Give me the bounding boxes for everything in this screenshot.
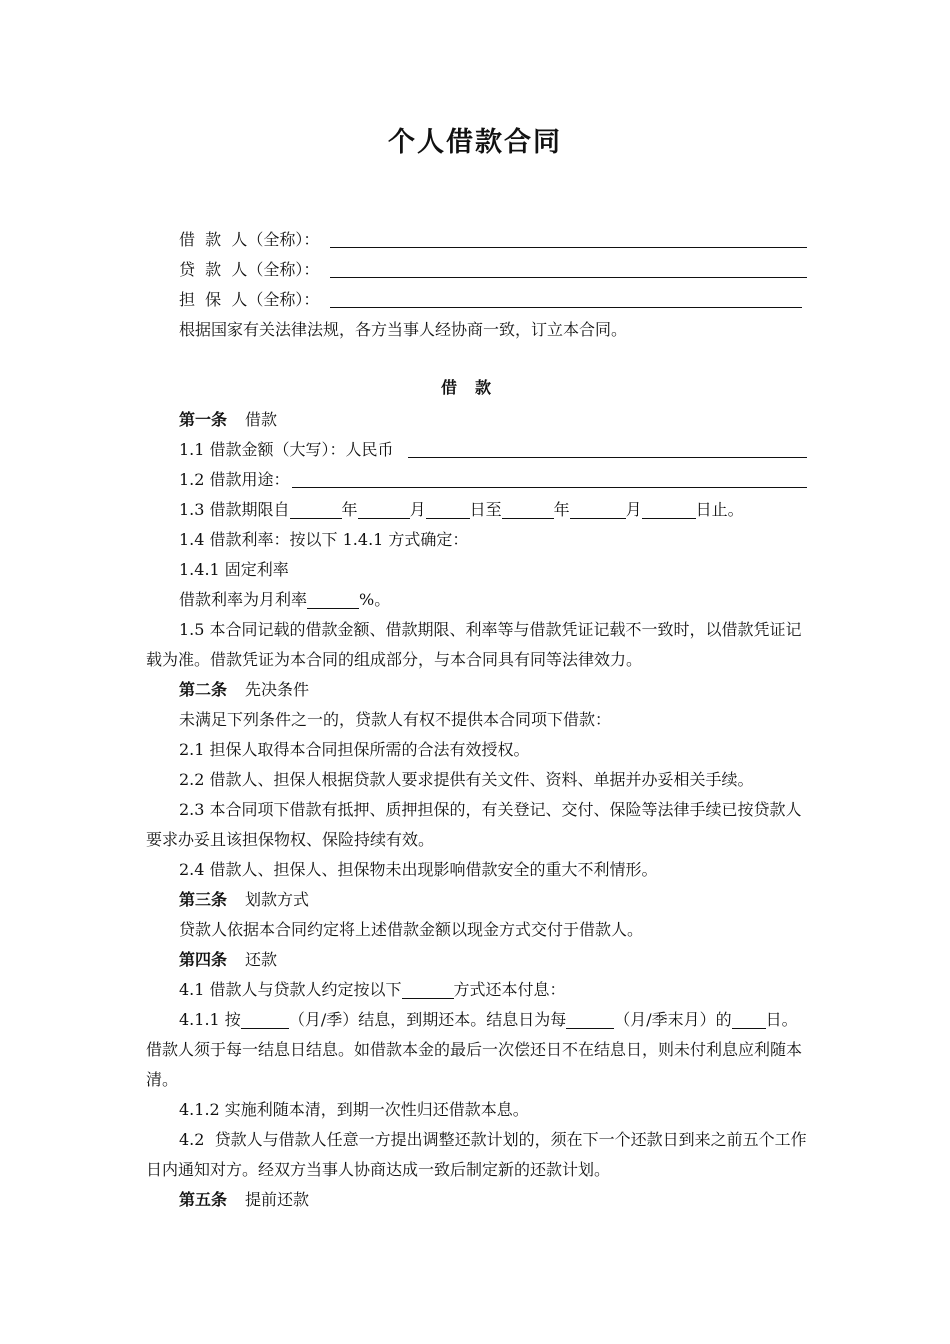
lender-line: [179, 255, 809, 285]
clause-4-1-1: [146, 1005, 809, 1095]
repayment-method-blank[interactable]: [402, 978, 454, 999]
article2-intro: 未满足下列条件之一的，贷款人有权不提供本合同项下借款：: [179, 710, 612, 729]
interest-day-blank[interactable]: [732, 1008, 766, 1029]
article3-title: 划款方式: [245, 890, 310, 909]
loan-amount-label: 1.1 借款金额（大写）：人民币: [179, 440, 394, 459]
clause-4-1-1-c: （月/季末月）的: [614, 1010, 732, 1029]
term-start-month-blank[interactable]: [358, 498, 410, 519]
term-start-label: 1.3 借款期限自: [179, 500, 290, 519]
loan-term-line: [179, 495, 809, 525]
article4-title: 还款: [245, 950, 278, 969]
preamble: 根据国家有关法律法规，各方当事人经协商一致，订立本合同。: [179, 320, 628, 339]
term-month-label: 月: [409, 500, 426, 519]
article1-heading: [179, 405, 809, 435]
rate-method: 1.4 借款利率：按以下 1.4.1 方式确定：: [179, 530, 469, 549]
article2-title: 先决条件: [245, 680, 310, 699]
article1-number: 第一条: [179, 410, 228, 429]
term-year-label: 年: [341, 500, 358, 519]
loan-amount-blank[interactable]: [408, 457, 807, 458]
clause-4-1-1-a: 4.1.1 按: [179, 1010, 241, 1029]
term-start-day-blank[interactable]: [426, 498, 470, 519]
term-end-year-blank[interactable]: [502, 498, 554, 519]
clause-2-3: 2.3 本合同项下借款有抵押、质押担保的，有关登记、交付、保险等法律手续已按贷款人要求办妥且该担保物权、保险持续有效。: [146, 800, 802, 849]
clause-4-1-suffix: 方式还本付息：: [453, 980, 566, 999]
article3-number: 第三条: [179, 890, 228, 909]
borrower-blank[interactable]: [330, 247, 807, 248]
borrower-label: 借 款 人（全称）：: [179, 230, 320, 249]
article1-title: 借款: [245, 410, 278, 429]
article5-title: 提前还款: [245, 1190, 310, 1209]
borrower-line: [179, 225, 809, 255]
section-heading: 借款: [440, 378, 509, 397]
clause-2-2: 2.2 借款人、担保人根据贷款人要求提供有关文件、资料、单据并办妥相关手续。: [179, 770, 754, 789]
article3-heading: [179, 885, 809, 915]
guarantor-label: 担 保 人（全称）：: [179, 290, 320, 309]
article2-number: 第二条: [179, 680, 228, 699]
term-month2-label: 月: [625, 500, 642, 519]
article5-heading: [179, 1185, 809, 1215]
loan-purpose-label: 1.2 借款用途：: [179, 470, 290, 489]
clause-4-1-1-d: 日。借款人须于每一结息日结息。如借款本金的最后一次偿还日不在结息日，则未付利息应利随本清。: [146, 1010, 803, 1089]
term-end-day-blank[interactable]: [642, 498, 696, 519]
article4-heading: [179, 945, 809, 975]
page-title: 个人借款合同: [388, 127, 562, 158]
loan-purpose-blank[interactable]: [292, 487, 807, 488]
monthly-rate-suffix: %。: [359, 590, 391, 609]
term-end-label: 日止。: [695, 500, 744, 519]
monthly-rate-line: [179, 585, 809, 615]
clause-2-1: 2.1 担保人取得本合同担保所需的合法有效授权。: [179, 740, 530, 759]
article2-heading: [179, 675, 809, 705]
clause-2-4: 2.4 借款人、担保人、担保物未出现影响借款安全的重大不利情形。: [179, 860, 658, 879]
interest-period-blank[interactable]: [241, 1008, 289, 1029]
clause-1-5: 1.5 本合同记载的借款金额、借款期限、利率等与借款凭证记载不一致时，以借款凭证记载为准。借款凭证为本合同的组成部分，与本合同具有同等法律效力。: [146, 620, 802, 669]
clause-4-1: [179, 975, 809, 1005]
lender-label: 贷 款 人（全称）：: [179, 260, 320, 279]
article3-body: 贷款人依据本合同约定将上述借款金额以现金方式交付于借款人。: [179, 920, 644, 939]
clause-4-2: 4.2 贷款人与借款人任意一方提出调整还款计划的，须在下一个还款日到来之前五个工作日内通知对方。经双方当事人协商达成一致后制定新的还款计划。: [146, 1130, 807, 1179]
interest-month-blank[interactable]: [566, 1008, 614, 1029]
monthly-rate-label: 借款利率为月利率: [179, 590, 308, 609]
loan-purpose-line: [179, 465, 809, 495]
monthly-rate-blank[interactable]: [307, 588, 359, 609]
clause-4-1-prefix: 4.1 借款人与贷款人约定按以下: [179, 980, 402, 999]
guarantor-line: [179, 285, 809, 315]
term-day-to-label: 日至: [469, 500, 502, 519]
term-end-month-blank[interactable]: [570, 498, 626, 519]
clause-4-1-2: 4.1.2 实施利随本清，到期一次性归还借款本息。: [179, 1100, 529, 1119]
fixed-rate: 1.4.1 固定利率: [179, 560, 289, 579]
article5-number: 第五条: [179, 1190, 228, 1209]
clause-4-1-1-b: （月/季）结息，到期还本。结息日为每: [288, 1010, 567, 1029]
term-year2-label: 年: [553, 500, 570, 519]
guarantor-blank[interactable]: [330, 307, 802, 308]
article4-number: 第四条: [179, 950, 228, 969]
lender-blank[interactable]: [330, 277, 807, 278]
loan-amount-line: [179, 435, 809, 465]
term-start-year-blank[interactable]: [290, 498, 342, 519]
